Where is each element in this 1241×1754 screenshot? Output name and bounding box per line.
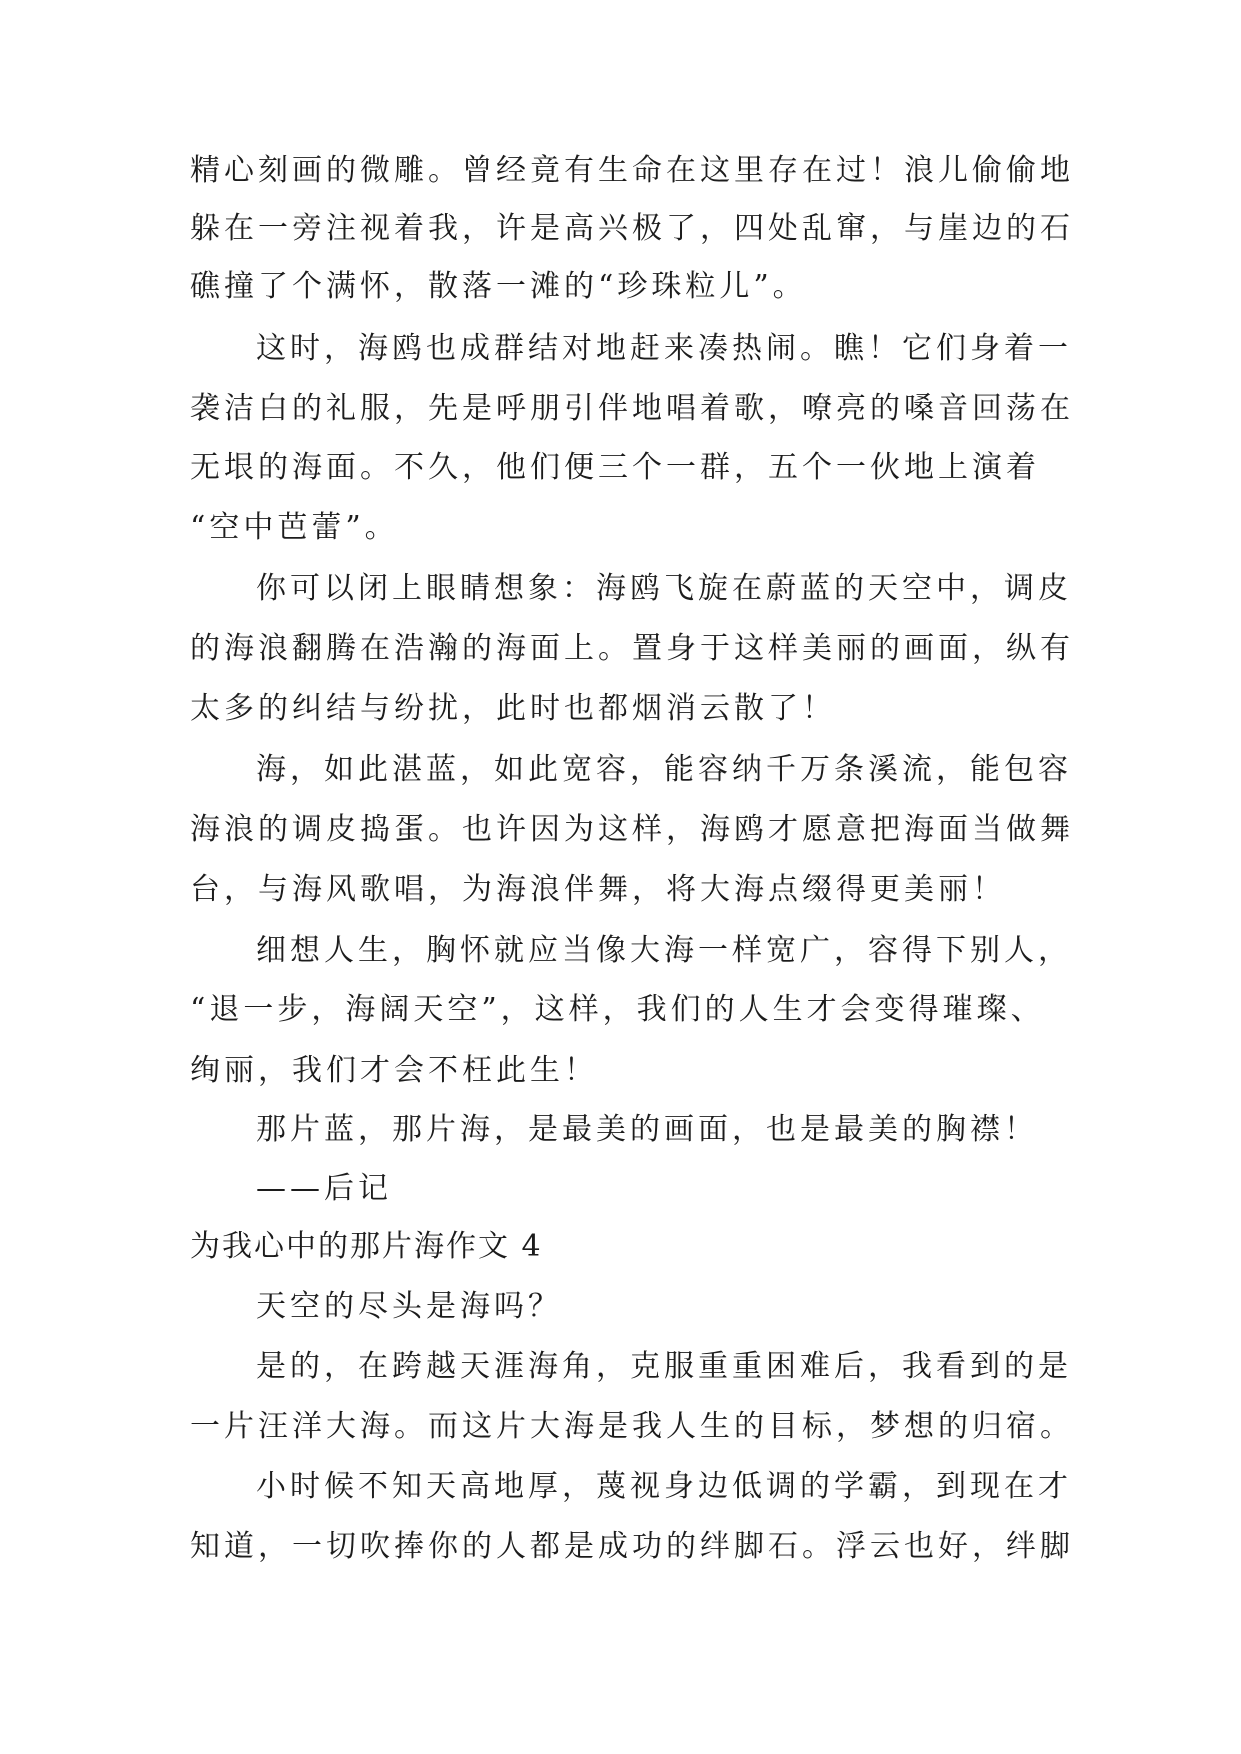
text-line-9: 的海浪翻腾在浩瀚的海面上。置身于这样美丽的画面，纵有 [190,631,1074,666]
text-line-5: 袭洁白的礼服，先是呼朋引伴地唱着歌，嘹亮的嗓音回荡在 [190,391,1074,426]
text-line-24: 知道，一切吹捧你的人都是成功的绊脚石。浮云也好，绊脚 [190,1529,1074,1564]
text-line-6: 无垠的海面。不久，他们便三个一群，五个一伙地上演着 [190,450,1040,485]
text-line-14: 细想人生，胸怀就应当像大海一样宽广，容得下别人， [256,933,1072,968]
text-line-3: 礁撞了个满怀，散落一滩的“珍珠粒儿”。 [190,269,807,304]
text-line-22: 一片汪洋大海。而这片大海是我人生的目标，梦想的归宿。 [190,1409,1074,1444]
text-line-18: ——后记 [256,1171,392,1206]
text-line-4: 这时，海鸥也成群结对地赶来凑热闹。瞧！它们身着一 [256,331,1072,366]
text-line-1: 精心刻画的微雕。曾经竟有生命在这里存在过！浪儿偷偷地 [190,153,1074,188]
text-line-7: “空中芭蕾”。 [190,510,399,545]
text-line-10: 太多的纠结与纷扰，此时也都烟消云散了！ [190,691,836,726]
text-line-11: 海，如此湛蓝，如此宽容，能容纳千万条溪流，能包容 [256,752,1072,787]
text-line-2: 躲在一旁注视着我，许是高兴极了，四处乱窜，与崖边的石 [190,211,1074,246]
section-title: 为我心中的那片海作文 4 [190,1229,543,1264]
text-line-12: 海浪的调皮捣蛋。也许因为这样，海鸥才愿意把海面当做舞 [190,812,1074,847]
text-line-21: 是的，在跨越天涯海角，克服重重困难后，我看到的是 [256,1349,1072,1384]
text-line-13: 台，与海风歌唱，为海浪伴舞，将大海点缀得更美丽！ [190,872,1006,907]
text-line-16: 绚丽，我们才会不枉此生！ [190,1053,598,1088]
text-line-20: 天空的尽头是海吗？ [256,1289,562,1324]
text-line-17: 那片蓝，那片海，是最美的画面，也是最美的胸襟！ [256,1112,1038,1147]
text-line-23: 小时候不知天高地厚，蔑视身边低调的学霸，到现在才 [256,1469,1072,1504]
text-line-8: 你可以闭上眼睛想象：海鸥飞旋在蔚蓝的天空中，调皮 [256,571,1072,606]
text-line-15: “退一步，海阔天空”，这样，我们的人生才会变得璀璨、 [190,992,1045,1027]
